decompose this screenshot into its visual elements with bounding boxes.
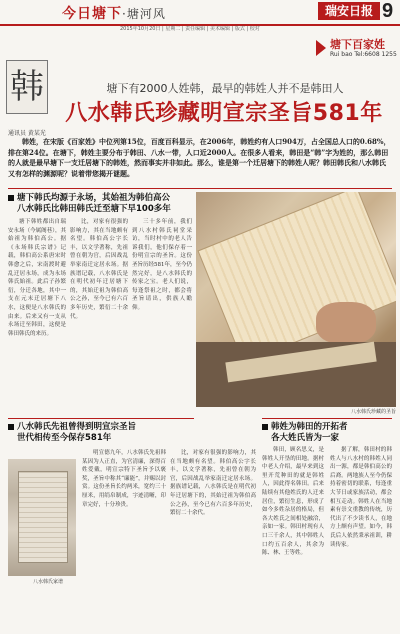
photo-imperial-edict	[196, 192, 396, 407]
column-contact: Rui bao Tel:6608 1255	[330, 51, 397, 58]
divider	[8, 418, 194, 419]
body-column-6: 据了解，韩田村的韩姓人与八水村的韩姓人同出一源，都是韩伯高公的后裔。两地族人至今仍保持着密切的联系，每逢重大节日或家族活动，都会相互走动。韩姓人在当地素有崇文重教的传统，历代出了不少读书人，在地方上颇有声望。如今，韩氏后人依然秉承祖训，耕读传家。	[330, 447, 392, 548]
body-column-4b: 比，对家有很强的影响力，其在当地颇有名望。韩伯高公字长丰，以文学著称，先祖曾在朝为官，后因战乱举家南迁定居永场。据族谱记载，八水韩氏是在明代初年迁居塘下的，其始迁祖为韩伯高公之孙，至今已有六百多年历史，繁衍二十余代。	[170, 450, 256, 517]
divider	[262, 418, 392, 419]
section-heading-hantian: 韩姓为韩田的开拓者 各大姓氏皆为一家	[262, 422, 394, 444]
masthead	[0, 0, 400, 26]
byline: 通讯员 黄某光	[8, 130, 46, 137]
section-title: 今日塘下·塘河风	[62, 6, 166, 22]
body-column-4: 明宣德九年，八水韩氏先祖韩某因为人正直，为官清廉，深得百姓爱戴，明宣宗特下圣旨予以褒奖，圣旨中称其“廉能”，并赐以封赏。这份圣旨长约两米，宽约三十厘米，用绢帛制成，字迹清晰，印章完好，十分珍贵。	[82, 450, 166, 508]
issue-meta: 2015年10月20日 | 星期二 | 责任编辑 | 美术编辑 | 版式 | 校对	[120, 26, 260, 32]
arrow-icon	[316, 40, 326, 56]
body-column-3: 三十多年前，我们到八水村韩氏祠堂采访，当时村中的老人告诉我们，他们保存着一份明宣宗的圣旨。这份圣旨历经581年，至今仍然完好，是八水韩氏的传家之宝。老人们说，每逢祭祖之时，都会将圣旨请出，供族人瞻仰。	[132, 219, 192, 311]
body-column-2: 比，对家有很强的影响力，其在当地颇有名望。韩伯高公字长丰，以文学著称，先祖曾在朝为官，后因战乱举家南迁定居永场。据族谱记载，八水韩氏是在明代初年迁居塘下的，其始迁祖为韩伯高公之孙，至今已有六百多年历史，繁衍二十余代。	[70, 219, 128, 320]
photo-caption: 八水韩氏珍藏的圣旨	[350, 409, 396, 415]
lead-paragraph: 韩姓，在宋版《百家姓》中位列第15位，百度百科显示，在2006年，韩姓约有人口904万，占全国总人口的0.68%，排在第24位。在塘下，韩姓主要分布于韩田、八水一带，人口近2000人。在很多人看来，韩田是“韩”字为姓的，那么韩田的人就是最早塘下一支迁居塘下的韩姓，然而事实并非如此。那么，谁是第一个迁居塘下的韩姓人呢？韩田韩氏和八水韩氏又有怎样的渊源呢？说着带您揭开谜题。	[8, 137, 391, 178]
divider	[8, 188, 392, 189]
photo-genealogy	[8, 459, 76, 576]
article-kicker: 塘下有2000人姓韩，最早的韩姓人并不是韩田人	[106, 82, 344, 95]
column-banner	[316, 36, 397, 68]
body-column-1: 塘下韩姓都出自瑞安永场（今属阁巷），其始祖为韩伯高公。据《永场韩氏宗谱》记载，韩伯高公系唐宋时韩愈之后，宋南渡时避乱迁居永场，成为永场韩氏始祖。此后子孙繁衍，分迁各地，其中一支在元末迁居塘下八水，这便是八水韩氏的由来。后来又有一支从永场迁至韩田，这便是韩田韩氏的来历。	[8, 219, 66, 337]
article-headline: 八水韩氏珍藏明宣宗圣旨581年	[65, 101, 383, 126]
photo-caption: 八水韩氏家谱	[32, 579, 63, 585]
newspaper-logo: 瑞安日报	[318, 2, 380, 20]
body-column-5: 韩田，顾名思义，是韩姓人开垦的田地。据村中老人介绍，最早来到这里开荒种田的就是韩姓人，因此得名韩田。后来陆续有其他姓氏的人迁来居住，繁衍生息，形成了如今多姓杂居的格局，但各大姓氏之间相处融洽，亲如一家。韩田村现有人口三千余人，其中韩姓人口约五百余人，其余为陈、林、王等姓。	[262, 447, 324, 557]
surname-seal: 韩	[6, 60, 48, 114]
section-heading-origin: 塘下韩氏均源于永场，其始祖为韩伯高公 八水韩氏比韩田韩氏迁至塘下早100多年	[8, 193, 194, 215]
column-name: 塘下百家姓	[330, 38, 385, 51]
section-heading-edict: 八水韩氏先祖曾得到明宣宗圣旨 世代相传至今保存581年	[8, 422, 194, 444]
page-number: 9	[382, 0, 394, 22]
